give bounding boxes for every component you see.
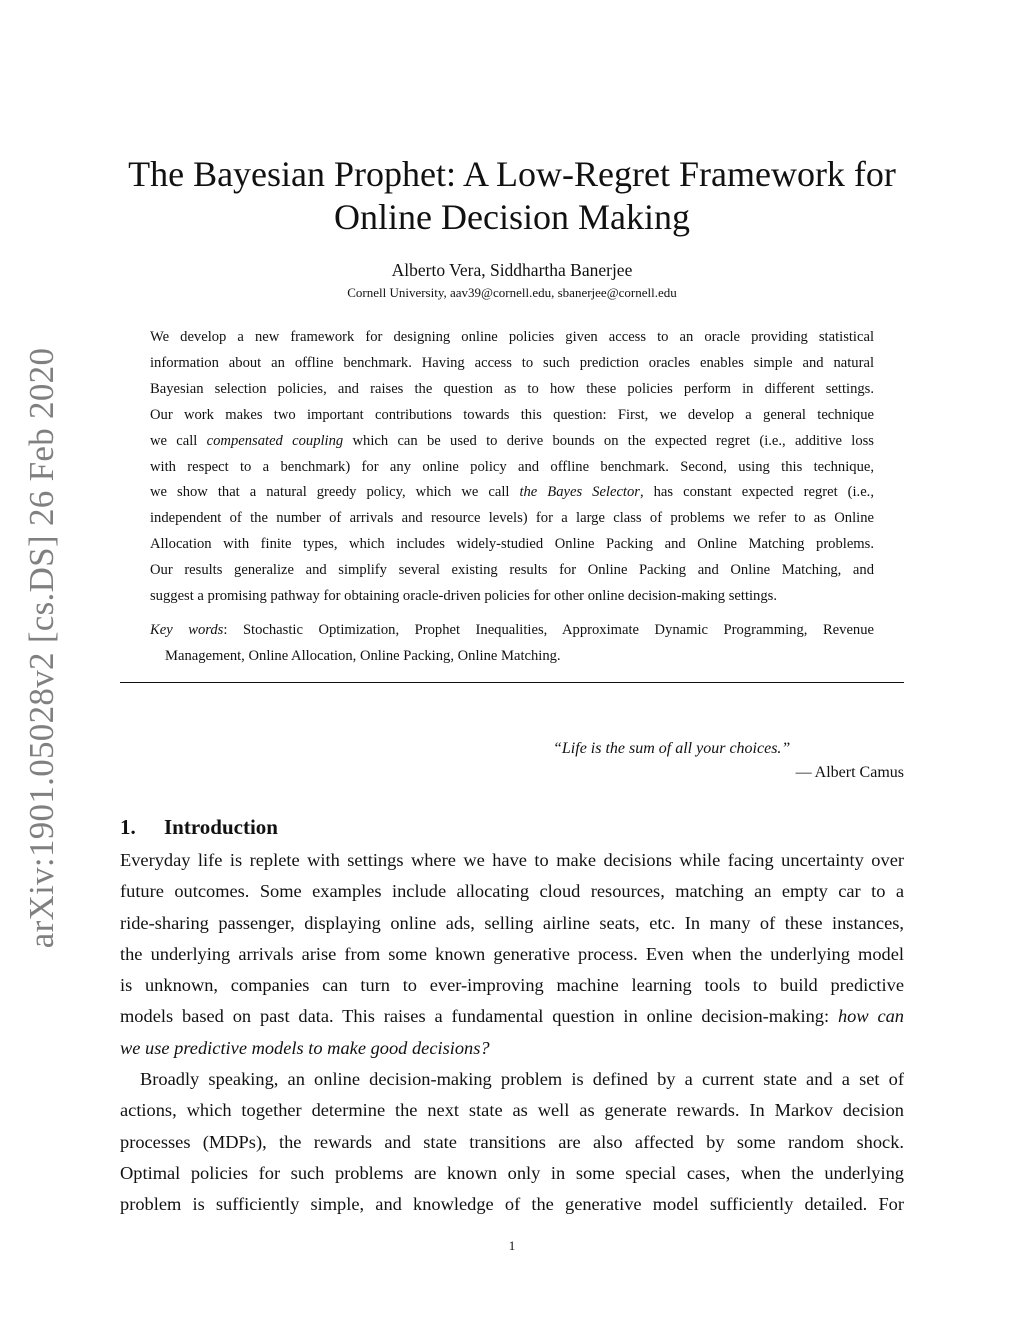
keywords-separator: : (223, 622, 243, 638)
paper-title-line-2: Online Decision Making (334, 197, 690, 237)
author-affiliation: Cornell University, aav39@cornell.edu, sbanerjee@cornell.edu (347, 285, 677, 300)
page-number: 1 (508, 1238, 516, 1253)
abstract-line: Allocation with finite types, which includes widely-studied Online Packing and Online Matching problems. (150, 536, 874, 553)
paragraph-line: problem is sufficiently simple, and knowledge of the generative model sufficiently detailed. For (120, 1194, 904, 1215)
paragraph-emphasis: we use predictive models to make good decisions? (120, 1037, 490, 1058)
paragraph-line: is unknown, companies can turn to ever-improving machine learning tools to build predictive (120, 975, 904, 996)
paper-title-line-1: The Bayesian Prophet: A Low-Regret Framework for (128, 154, 896, 194)
epigraph-author: — Albert Camus (795, 764, 904, 781)
paragraph-line (120, 1001, 904, 1032)
paragraph-line (120, 1033, 904, 1064)
keywords-line: Management, Online Allocation, Online Packing, Online Matching. (165, 648, 561, 664)
paragraph-line: actions, which together determine the next state as well as generate rewards. In Markov decision (120, 1100, 904, 1121)
keywords (150, 617, 874, 669)
paragraph-line: ride-sharing passenger, displaying online ads, selling airline seats, etc. In many of these instances, (120, 912, 904, 933)
abstract-line: with respect to a benchmark) for any online policy and offline benchmark. Second, using this technique, (150, 458, 874, 475)
abstract-emphasis-bayes-selector: the Bayes Selector (519, 484, 640, 501)
abstract-line (150, 429, 874, 455)
keywords-line (150, 617, 874, 643)
arxiv-identifier-text: arXiv:1901.05028v2 [cs.DS] 26 Feb 2020 (22, 347, 61, 949)
paragraph-text: models based on past data. This raises a fundamental question in online decision-making: (120, 1006, 838, 1027)
abstract-emphasis-compensated-coupling: compensated coupling (206, 432, 344, 449)
paragraph-line: future outcomes. Some examples include allocating cloud resources, matching an empty car to a (120, 881, 904, 902)
section-title: Introduction (164, 815, 278, 839)
section-heading-introduction (120, 815, 278, 840)
section-number: 1. (120, 815, 136, 839)
paragraph-line: Everyday life is replete with settings where we have to make decisions while facing uncertainty over (120, 850, 904, 870)
paragraph-emphasis: how can (837, 1006, 905, 1027)
abstract-line (150, 480, 874, 506)
intro-paragraph-1 (120, 845, 904, 1064)
abstract-line: suggest a promising pathway for obtaining oracle-driven policies for other online decision-making settings. (150, 588, 777, 605)
abstract (150, 325, 874, 610)
paragraph-line: the underlying arrivals arise from some known generative process. Even when the underlying model (120, 943, 904, 964)
abstract-line: independent of the number of arrivals and resource levels) for a large class of problems we refer to as Online (150, 510, 874, 527)
abstract-line: information about an offline benchmark. Having access to such prediction oracles enables simple and natural (150, 354, 874, 371)
abstract-text: we call (150, 432, 207, 449)
epigraph-quote: “Life is the sum of all your choices.” (553, 740, 791, 757)
paper-title (100, 153, 924, 239)
abstract-text: , has constant expected regret (i.e., (639, 484, 874, 501)
abstract-line: Bayesian selection policies, and raises the question as to how these policies perform in different settings. (150, 380, 874, 397)
paragraph-line: Optimal policies for such problems are known only in some special cases, when the underlying (120, 1162, 904, 1183)
abstract-line: We develop a new framework for designing online policies given access to an oracle providing statistical (150, 329, 874, 345)
keywords-label: Key words (150, 622, 224, 638)
author-list: Alberto Vera, Siddhartha Banerjee (391, 260, 633, 280)
abstract-text: we show that a natural greedy policy, which we call (150, 484, 520, 501)
abstract-line: Our results generalize and simplify several existing results for Online Packing and Online Matching, and (150, 562, 874, 579)
abstract-line: Our work makes two important contributions towards this question: First, we develop a general technique (150, 406, 874, 423)
keywords-text: Stochastic Optimization, Prophet Inequalities, Approximate Dynamic Programming, Revenue (242, 622, 875, 638)
abstract-text: which can be used to derive bounds on the expected regret (i.e., additive loss (343, 432, 874, 449)
intro-paragraph-2 (120, 1064, 904, 1220)
paragraph-line: Broadly speaking, an online decision-making problem is defined by a current state and a set of (140, 1069, 904, 1089)
header-divider (120, 682, 904, 683)
paragraph-line: processes (MDPs), the rewards and state transitions are also affected by some random shock. (120, 1131, 904, 1152)
